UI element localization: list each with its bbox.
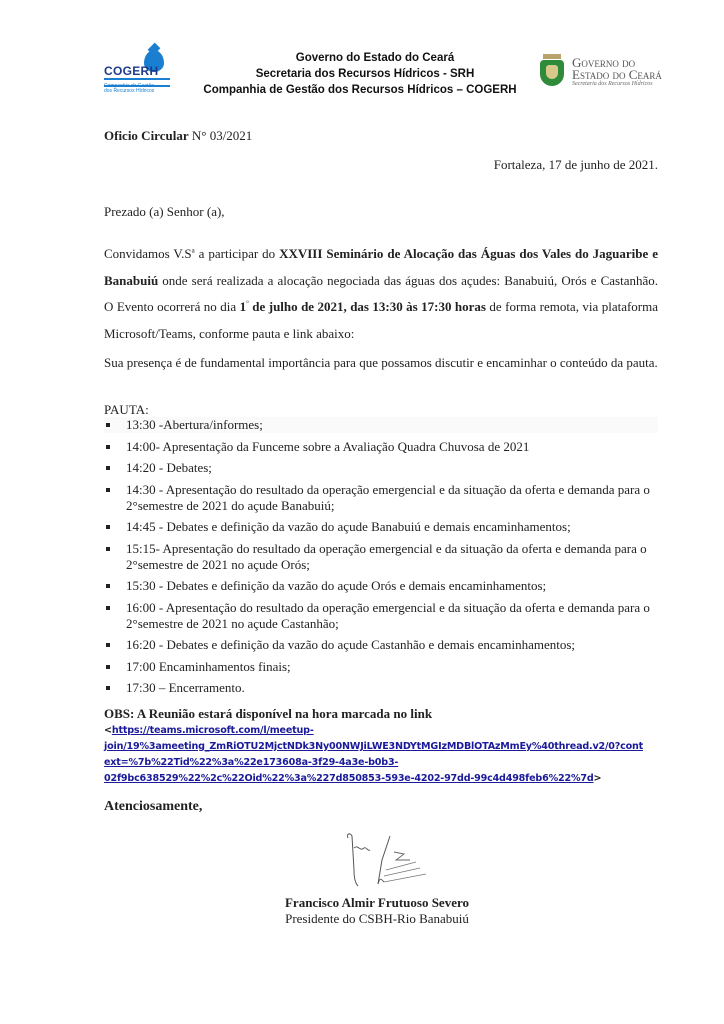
agenda-item bbox=[104, 460, 658, 476]
agenda-item bbox=[104, 541, 658, 573]
agenda-item-text: 17:00 Encaminhamentos finais; bbox=[126, 658, 291, 674]
teams-meeting-link[interactable]: https://teams.microsoft.com/l/meetup- bbox=[111, 725, 314, 736]
invite-text-2: a participar do bbox=[194, 246, 280, 261]
link-line-3 bbox=[104, 755, 664, 771]
letterhead-line-3: Companhia de Gestão dos Recursos Hídricos – COGERH bbox=[203, 84, 517, 96]
governo-ceara-logo bbox=[538, 52, 678, 92]
agenda-heading: PAUTA: bbox=[104, 402, 149, 417]
event-day: 1 bbox=[239, 299, 247, 314]
teams-meeting-link-cont[interactable]: 02f9bc638529%22%2c%22Oid%22%3a%227d850853-593e-4202-97dd-99c4d498feb6%22%7d bbox=[104, 773, 594, 784]
link-line-2 bbox=[104, 739, 664, 755]
bullet-icon bbox=[106, 488, 110, 492]
event-day-sup: ° bbox=[246, 299, 249, 308]
agenda-item-text: 14:00- Apresentação da Funceme sobre a Avaliação Quadra Chuvosa de 2021 bbox=[126, 438, 530, 454]
signer-block bbox=[0, 895, 724, 927]
bullet-icon bbox=[106, 547, 110, 551]
letterhead-line-1: Governo do Estado do Ceará bbox=[295, 52, 455, 64]
agenda-item-text: 15:15- Apresentação do resultado da operação emergencial e da situação da oferta e demanda para o 2°semestre de 2021 no açude Orós; bbox=[126, 540, 647, 572]
letterhead bbox=[0, 0, 724, 110]
agenda-item bbox=[104, 439, 658, 455]
agenda-item-text: 16:00 - Apresentação do resultado da operação emergencial e da situação da oferta e demanda para o 2°semestre de 2021 no açude Castanhão; bbox=[126, 599, 650, 631]
gov-logo-line1: Governo do bbox=[572, 55, 636, 70]
letter-date: Fortaleza, 17 de junho de 2021. bbox=[493, 157, 658, 172]
gov-logo-line3: Secretaria dos Recursos Hídricos bbox=[572, 81, 653, 87]
agenda-item bbox=[104, 519, 658, 535]
greeting: Prezado (a) Senhor (a), bbox=[104, 204, 225, 219]
link-line-4 bbox=[104, 771, 664, 787]
agenda-item bbox=[104, 600, 658, 632]
bullet-icon bbox=[106, 445, 110, 449]
oficio-reference bbox=[104, 128, 252, 144]
bullet-icon bbox=[106, 466, 110, 470]
event-datetime: de julho de 2021, das 13:30 às 17:30 horas bbox=[248, 299, 486, 314]
cogerh-subtitle bbox=[104, 84, 174, 94]
cogerh-logo bbox=[102, 50, 174, 96]
agenda-item-text: 13:30 -Abertura/informes; bbox=[126, 417, 263, 432]
presence-paragraph: Sua presença é de fundamental importância para que possamos discutir e encaminhar o conteúdo da pauta. bbox=[104, 355, 658, 370]
signer-role: Presidente do CSBH-Rio Banabuiú bbox=[285, 911, 469, 926]
link-line-1 bbox=[104, 723, 664, 739]
letterhead-line-2: Secretaria dos Recursos Hídricos - SRH bbox=[255, 68, 475, 80]
teams-meeting-link-cont[interactable]: ext=%7b%22Tid%22%3a%22e173608a-3f29-4a3e-b0b3- bbox=[104, 757, 399, 768]
agenda-item-text: 14:30 - Apresentação do resultado da operação emergencial e da situação da oferta e demanda para o 2°semestre de 2021 do açude Banabuiú; bbox=[126, 481, 650, 513]
bullet-icon bbox=[106, 584, 110, 588]
bullet-icon bbox=[106, 665, 110, 669]
bullet-icon bbox=[106, 606, 110, 610]
agenda-item bbox=[104, 637, 658, 653]
bullet-icon bbox=[106, 686, 110, 690]
cogerh-subtitle-line2: dos Recursos Hídricos bbox=[104, 88, 155, 94]
bullet-icon bbox=[106, 525, 110, 529]
cogerh-subtitle-line1: Companhia de Gestão bbox=[104, 83, 155, 89]
agenda-list bbox=[104, 417, 658, 702]
agenda-item bbox=[104, 659, 658, 675]
closing: Atenciosamente, bbox=[104, 799, 203, 814]
seminar-title: XXVIII Seminário de Alocação das Águas dos Vales do Jaguaribe e Banabuiú bbox=[104, 246, 658, 288]
invite-text-4: de forma remota, via plataforma Microsoft/Teams, conforme pauta e link abaixo: bbox=[104, 299, 659, 341]
agenda-item-text: 14:45 - Debates e definição da vazão do açude Banabuiú e demais encaminhamentos; bbox=[126, 519, 571, 534]
meeting-link-block bbox=[104, 723, 664, 787]
agenda-item bbox=[104, 417, 658, 433]
link-open-bracket: < bbox=[104, 725, 112, 736]
obs-note: OBS: A Reunião estará disponível na hora marcada no link bbox=[104, 706, 433, 721]
link-close-bracket: > bbox=[593, 773, 602, 784]
agenda-item bbox=[104, 680, 658, 696]
signer-name: Francisco Almir Frutuoso Severo bbox=[284, 895, 470, 910]
oficio-number: N° 03/2021 bbox=[188, 128, 253, 143]
invitation-paragraph bbox=[104, 241, 658, 347]
agenda-item-text: 17:30 – Encerramento. bbox=[126, 680, 245, 695]
signature-image bbox=[340, 830, 435, 888]
invite-text-3: onde será realizada a alocação negociada das águas dos açudes: Banabuiú, Orós e Castanhão. O Evento ocorrerá no dia bbox=[104, 272, 658, 314]
agenda-item bbox=[104, 482, 658, 514]
oficio-label: Oficio Circular bbox=[104, 128, 189, 143]
agenda-item-text: 14:20 - Debates; bbox=[126, 460, 212, 475]
agenda-item-text: 15:30 - Debates e definição da vazão do açude Orós e demais encaminhamentos; bbox=[126, 578, 547, 593]
agenda-item-text: 16:20 - Debates e definição da vazão do açude Castanhão e demais encaminhamentos; bbox=[126, 637, 576, 652]
agenda-item bbox=[104, 578, 658, 594]
bullet-icon bbox=[106, 423, 110, 427]
invite-text-1: Convidamos V.S bbox=[104, 246, 192, 261]
invite-sup-1: a bbox=[191, 246, 195, 255]
bullet-icon bbox=[106, 643, 110, 647]
gov-logo-line2: Estado do Ceará bbox=[572, 67, 662, 82]
teams-meeting-link-cont[interactable]: join/19%3ameeting_ZmRiOTU2MjctNDk3Ny00NWJiLWE3NDYtMGIzMDBlOTAzMmEy%40thread.v2/0?cont bbox=[104, 741, 644, 752]
cogerh-brand: COGERH bbox=[104, 64, 159, 78]
state-crest-icon bbox=[540, 54, 564, 86]
letterhead-titles bbox=[180, 50, 540, 98]
